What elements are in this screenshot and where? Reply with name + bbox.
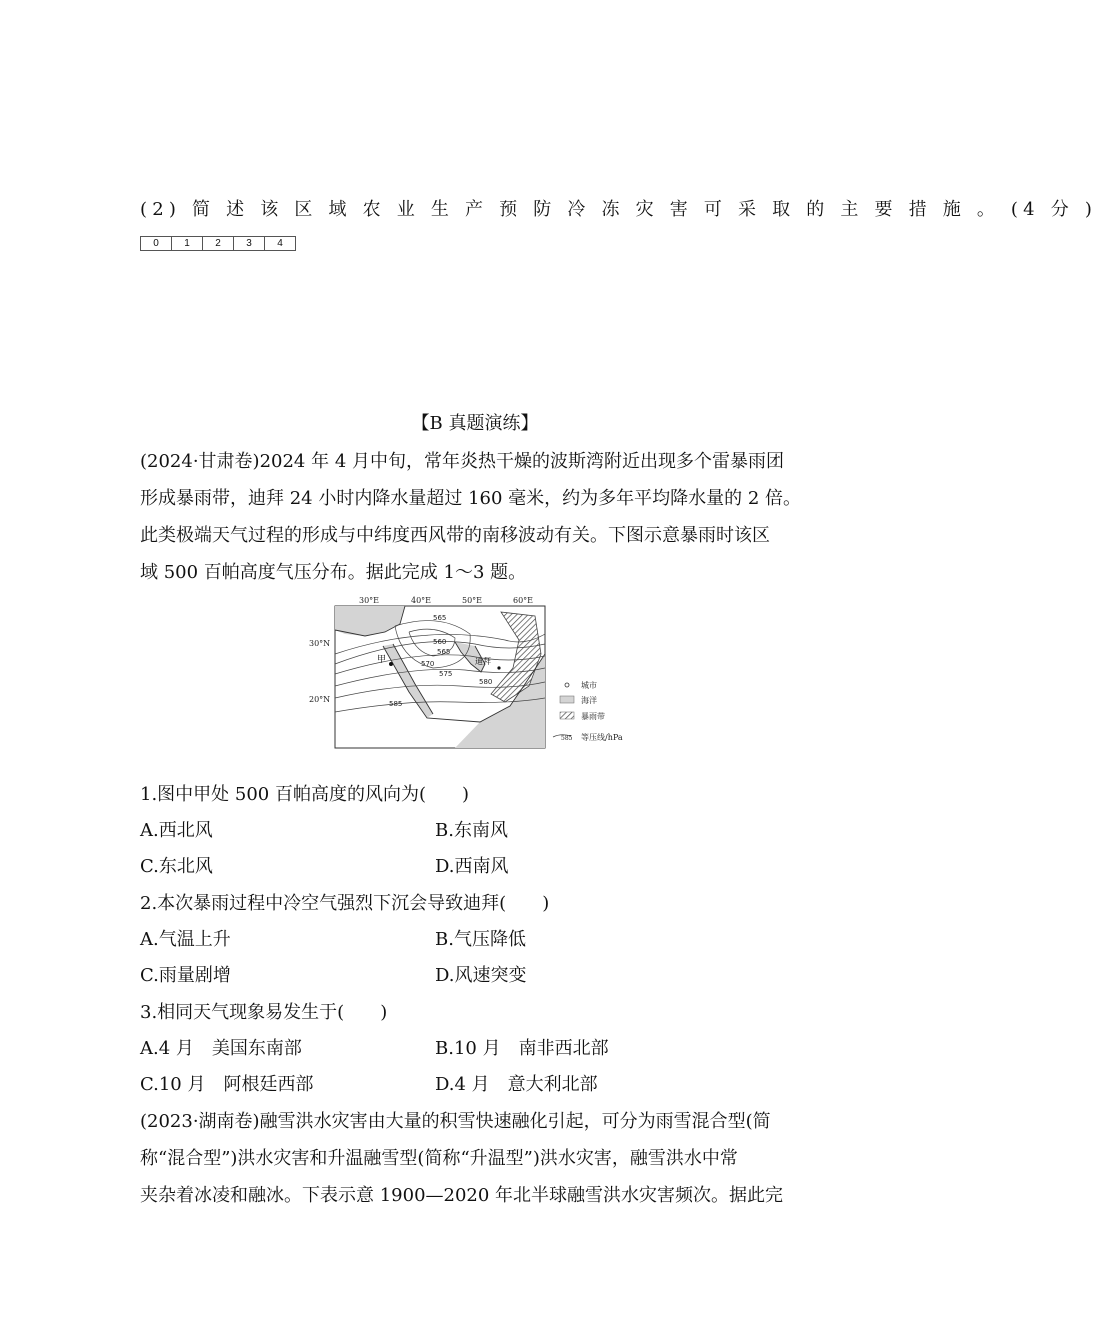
lon-40: 40°E [411, 596, 432, 605]
legend-rainband: 暴雨带 [581, 712, 605, 721]
legend-rainband-icon [560, 712, 574, 719]
q2-option-b[interactable]: B.气压降低 [435, 929, 526, 950]
isobar-label-3: 565 [437, 648, 451, 656]
intro1-line2: 形成暴雨带，迪拜 24 小时内降水量超过 160 毫米，约为多年平均降水量的 2 倍。 [140, 488, 802, 509]
q3-option-a[interactable]: A.4 月 美国东南部 [140, 1038, 302, 1059]
city-marker-jia [389, 662, 393, 666]
q3-option-b[interactable]: B.10 月 南非西北部 [435, 1038, 609, 1059]
section-title: 【B 真题演练】 [411, 413, 539, 434]
legend-ocean-icon [560, 696, 574, 703]
lon-30: 30°E [359, 596, 380, 605]
q2-stem: 2.本次暴雨过程中冷空气强烈下沉会导致迪拜( ) [140, 893, 550, 914]
isobar-label-1: 565 [433, 614, 447, 622]
legend-isobar: 等压线/hPa [581, 733, 623, 742]
score-0[interactable]: 0 [141, 237, 172, 250]
intro2-line1: (2023·湖南卷)融雪洪水灾害由大量的积雪快速融化引起，可分为雨雪混合型(简 [140, 1111, 771, 1132]
intro1-line4: 域 500 百帕高度气压分布。据此完成 1～3 题。 [140, 562, 527, 583]
isobar-label-5: 575 [439, 670, 453, 678]
q1-option-c[interactable]: C.东北风 [140, 856, 213, 877]
intro1-line1: (2024·甘肃卷)2024 年 4 月中旬，常年炎热干燥的波斯湾附近出现多个雷暴雨团 [140, 451, 784, 472]
pressure-map [305, 594, 645, 754]
score-1[interactable]: 1 [172, 237, 203, 250]
legend-city: 城市 [581, 681, 597, 690]
isobar-label-2: 560 [433, 638, 447, 646]
q1-stem: 1.图中甲处 500 百帕高度的风向为( ) [140, 784, 470, 805]
intro2-line3: 夹杂着冰凌和融冰。下表示意 1900—2020 年北半球融雪洪水灾害频次。据此完 [140, 1185, 784, 1206]
isobar-label-4: 570 [421, 660, 435, 668]
lon-50: 50°E [462, 596, 483, 605]
q1-option-b[interactable]: B.东南风 [435, 820, 508, 841]
city-marker-dubai [497, 666, 500, 669]
place-dubai: 迪拜 [475, 657, 491, 666]
lon-60: 60°E [513, 596, 534, 605]
q2-option-c[interactable]: C.雨量剧增 [140, 965, 231, 986]
isobar-label-7: 585 [389, 700, 403, 708]
score-3[interactable]: 3 [234, 237, 265, 250]
q3-option-d[interactable]: D.4 月 意大利北部 [435, 1074, 598, 1095]
place-jia: 甲 [377, 655, 387, 665]
intro1-line3: 此类极端天气过程的形成与中纬度西风带的南移波动有关。下图示意暴雨时该区 [140, 525, 770, 546]
legend-ocean: 海洋 [581, 696, 597, 705]
score-4[interactable]: 4 [277, 238, 283, 249]
isobar-label-6: 580 [479, 678, 493, 686]
legend-city-icon [565, 683, 569, 687]
score-2[interactable]: 2 [203, 237, 234, 250]
q1-option-d[interactable]: D.西南风 [435, 856, 509, 877]
lat-30: 30°N [309, 639, 331, 648]
question-2-sub: (2) 简 述 该 区 域 农 业 生 产 预 防 冷 冻 灾 害 可 采 取 的 主 要 措 施 。 (4 分 ) [140, 199, 1097, 220]
score-scale [140, 236, 296, 251]
legend-isobar-value: 585 [561, 735, 573, 742]
q1-option-a[interactable]: A.西北风 [140, 820, 213, 841]
lat-20: 20°N [309, 695, 331, 704]
q3-stem: 3.相同天气现象易发生于( ) [140, 1002, 388, 1023]
q2-option-d[interactable]: D.风速突变 [435, 965, 527, 986]
intro2-line2: 称“混合型”)洪水灾害和升温融雪型(简称“升温型”)洪水灾害，融雪洪水中常 [140, 1148, 738, 1169]
q2-option-a[interactable]: A.气温上升 [140, 929, 231, 950]
q3-option-c[interactable]: C.10 月 阿根廷西部 [140, 1074, 314, 1095]
